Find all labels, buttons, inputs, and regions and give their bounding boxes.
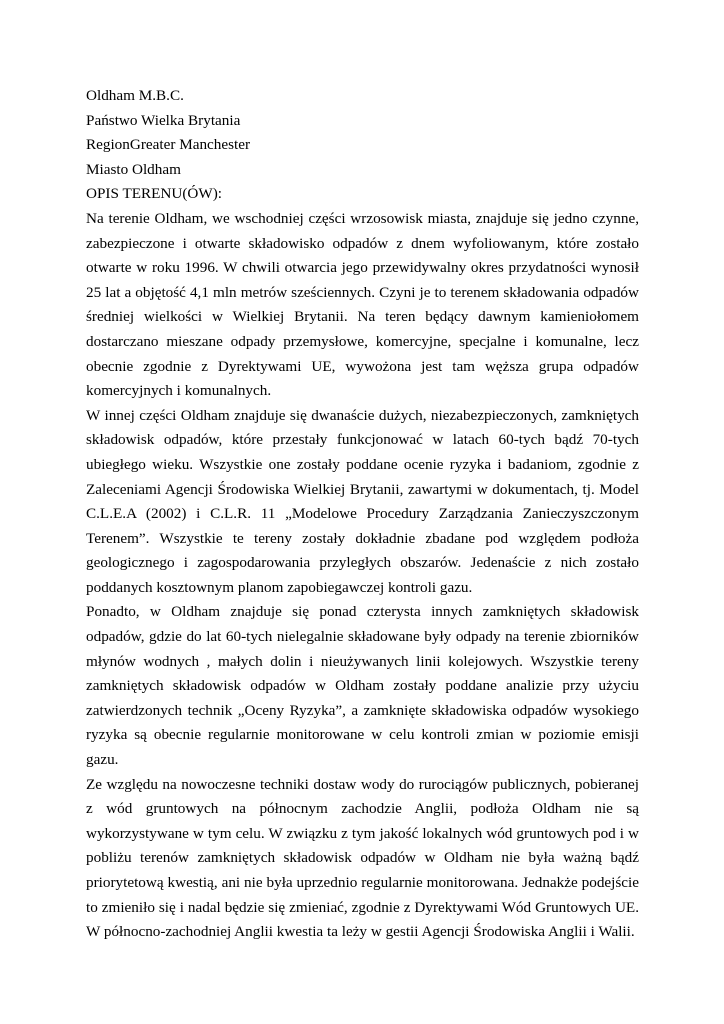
- paragraph-closed-sites: W innej części Oldham znajduje się dwanaście dużych, niezabezpieczonych, zamkniętych składowisk odpadów, które przestały funkcjonować w latach 60-tych bądź 70-tych ubiegłego wieku. Wszystkie one zostały poddane ocenie ryzyka i badaniom, zgodnie z Zaleceniami Agencji Środowiska Wielkiej Brytanii, zawartymi w dokumentach, tj. Model C.L.E.A (2002) i C.L.R. 11 „Modelowe Procedury Zarządzania Zanieczyszczonym Terenem”. Wszystkie te tereny zostały dokładnie zbadane pod względem podłoża geologicznego i zagospodarowania przyległych obszarów. Jedenaście z nich zostało poddanych kosztownym planom zapobiegawczej kontroli gazu.: [86, 406, 639, 596]
- region-line: RegionGreater Manchester: [86, 136, 251, 154]
- organization-name: Oldham M.B.C.: [86, 87, 184, 104]
- document-body: [86, 84, 639, 945]
- paragraph-other-sites: Ponadto, w Oldham znajduje się ponad czterysta innych zamkniętych składowisk odpadów, gdzie do lat 60-tych nielegalnie składowane były odpady na terenie zbiorników młynów wodnych , małych dolin i nieużywanych linii kolejowych. Wszystkie tereny zamkniętych składowisk odpadów w Oldham zostały poddane analizie przy użyciu zatwierdzonych technik „Oceny Ryzyka”, a zamknięte składowiska odpadów wysokiego ryzyka są obecnie regularnie monitorowane w celu kontroli zmian w poziomie emisji gazu.: [86, 603, 639, 769]
- country-line: Państwo Wielka Brytania: [86, 111, 241, 129]
- city-line: Miasto Oldham: [86, 160, 181, 178]
- section-title: OPIS TERENU(ÓW):: [86, 185, 222, 203]
- paragraph-active-landfill: Na terenie Oldham, we wschodniej części wrzosowisk miasta, znajduje się jedno czynne, zabezpieczone i otwarte składowisko odpadów z dnem wyfoliowanym, które zostało otwarte w roku 1996. W chwili otwarcia jego przewidywalny okres przydatności wynosił 25 lat a objętość 4,1 mln metrów sześciennych. Czyni je to terenem składowania odpadów średniej wielkości w Wielkiej Brytanii. Na teren będący dawnym kamieniołomem dostarczano mieszane odpady przemysłowe, komercyjne, specjalne i komunalne, lecz obecnie zgodnie z Dyrektywami UE, wywożona jest tam węższa grupa odpadów komercyjnych i komunalnych.: [86, 209, 639, 400]
- paragraph-groundwater: Ze względu na nowoczesne techniki dostaw wody do rurociągów publicznych, pobieranej z wód gruntowych na północnym zachodzie Anglii, podłoża Oldham nie są wykorzystywane w tym celu. W związku z tym jakość lokalnych wód gruntowych pod i w pobliżu terenów zamkniętych składowisk odpadów w Oldham nie była ważną bądź priorytetową kwestią, ani nie była uprzednio regularnie monitorowana. Jednakże podejście to zmieniło się i nadal będzie się zmieniać, zgodnie z Dyrektywami Wód Gruntowych UE. W północno-zachodniej Anglii kwestia ta leży w gestii Agencji Środowiska Anglii i Walii.: [86, 775, 639, 941]
